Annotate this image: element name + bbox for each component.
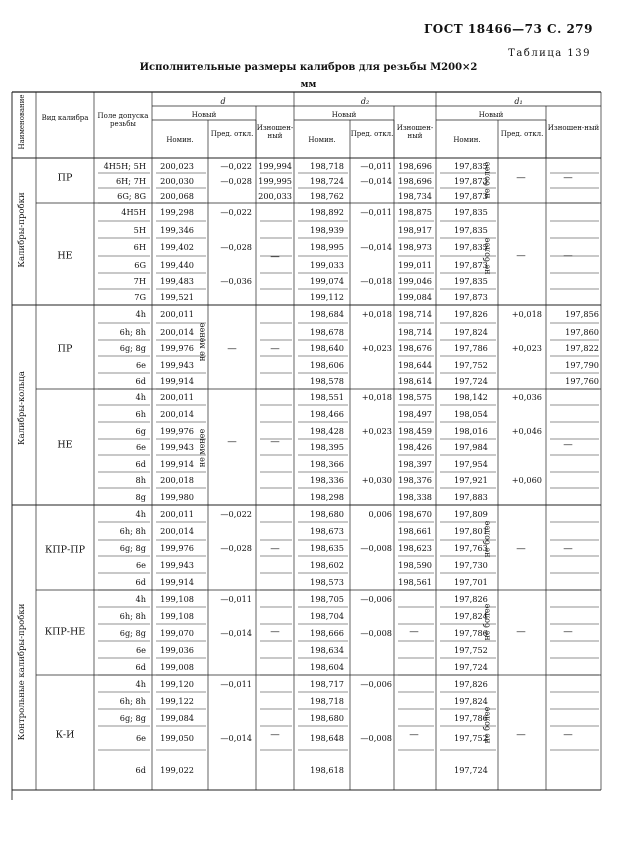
table-cell: —0,008 xyxy=(360,543,392,553)
header-izn-d2: Изношен-ный xyxy=(396,124,434,140)
table-cell: —0,011 xyxy=(220,593,252,604)
table-cell: 198,573 xyxy=(310,576,344,587)
table-cell: 200,018 xyxy=(160,475,194,485)
table-cell: 6d xyxy=(135,458,146,469)
header-nom-d: Номин. xyxy=(166,136,194,144)
table-cell: 197,822 xyxy=(565,343,599,353)
table-cell: +0,046 xyxy=(511,425,542,436)
table-cell: 198,718 xyxy=(310,695,344,706)
table-cell: 199,008 xyxy=(160,661,194,672)
dash: — xyxy=(270,543,280,555)
dash: — xyxy=(516,172,526,184)
table-cell: 198,705 xyxy=(310,593,344,604)
table-cell: 198,298 xyxy=(310,491,344,502)
table-cell: 198,995 xyxy=(310,242,344,252)
table-cell: 197,824 xyxy=(454,610,488,621)
dash: — xyxy=(227,436,237,448)
table-cell: 198,575 xyxy=(398,392,432,402)
table-cell: 198,054 xyxy=(454,408,488,419)
table-cell: 198,606 xyxy=(310,359,344,370)
table-cell: 4h xyxy=(135,678,146,689)
header-d: d xyxy=(220,97,226,106)
table-cell: —0,014 xyxy=(220,733,252,743)
table-cell: 4h xyxy=(135,593,146,604)
table-cell: 197,984 xyxy=(454,442,488,452)
table-cell: 197,826 xyxy=(454,593,488,604)
table-cell: —0,006 xyxy=(360,678,392,689)
table-cell: —0,014 xyxy=(220,627,252,638)
table-cell: 197,826 xyxy=(454,678,488,689)
header-new-d1: Новый xyxy=(478,111,504,119)
table-cell: 198,459 xyxy=(398,425,432,436)
table-cell: 198,634 xyxy=(310,644,344,655)
table-cell: 6h xyxy=(135,408,146,419)
header-pred-d: Пред. откл. xyxy=(210,130,254,138)
header-nom-d2: Номин. xyxy=(308,136,336,144)
table-cell: 198,714 xyxy=(398,326,432,337)
table-cell: 6g; 8g xyxy=(119,627,146,638)
table-cell: 197,701 xyxy=(454,576,488,587)
unit-label: мм xyxy=(300,80,317,90)
table-cell: 199,074 xyxy=(310,276,344,286)
table-cell: —0,008 xyxy=(360,627,392,638)
table-cell: 199,994 xyxy=(258,160,292,171)
header-vid: Вид калибра xyxy=(41,114,89,122)
table-cell: 6G xyxy=(134,259,146,270)
table-cell: 198,676 xyxy=(398,343,432,353)
table-cell: 197,835 xyxy=(454,242,488,252)
table-cell: 8g xyxy=(135,491,146,502)
table-cell: 198,466 xyxy=(310,408,344,419)
table-cell: 6h; 8h xyxy=(119,526,146,536)
header-d1: d₁ xyxy=(514,97,523,106)
table-cell: 197,835 xyxy=(454,224,488,235)
table-cell: 198,635 xyxy=(310,543,344,553)
table-cell: 4h xyxy=(135,309,146,319)
dash: — xyxy=(409,626,419,638)
table-cell: —0,028 xyxy=(220,242,252,252)
table-cell: 6h; 8h xyxy=(119,610,146,621)
table-cell: 197,752 xyxy=(454,733,488,743)
table-cell: 199,108 xyxy=(160,593,194,604)
kind-label: ПР xyxy=(57,172,73,184)
group-label-probki: Калибры-пробки xyxy=(17,192,27,268)
table-cell: 4h xyxy=(135,508,146,519)
table-cell: 197,809 xyxy=(454,508,488,519)
kind-label: К-И xyxy=(55,729,75,741)
table-cell: —0,022 xyxy=(220,160,252,171)
table-cell: 199,036 xyxy=(160,644,194,655)
table-cell: 197,883 xyxy=(454,491,488,502)
table-cell: 6e xyxy=(135,359,146,370)
table-cell: 199,108 xyxy=(160,610,194,621)
table-cell: 198,428 xyxy=(310,425,344,436)
kind-label: КПР-НЕ xyxy=(44,626,86,638)
table-cell: 197,760 xyxy=(565,376,599,386)
table-cell: 197,873 xyxy=(454,175,488,186)
table-cell: 6g; 8g xyxy=(119,543,146,553)
table-cell: 197,724 xyxy=(454,376,488,386)
table-cell: 199,914 xyxy=(160,576,194,587)
table-cell: 6d xyxy=(135,376,146,386)
table-cell: 197,790 xyxy=(565,359,599,370)
table-cell: —0,006 xyxy=(360,593,392,604)
header-new-d2: Новый xyxy=(331,111,357,119)
table-cell: —0,018 xyxy=(360,276,392,286)
table-cell: 6g; 8g xyxy=(119,343,146,353)
kind-label: КПР-ПР xyxy=(45,544,85,556)
table-cell: 199,112 xyxy=(310,292,344,302)
table-cell: —0,022 xyxy=(220,508,252,519)
table-caption: Исполнительные размеры калибров для резьбы М200×2 xyxy=(139,62,478,73)
table-cell: 6d xyxy=(135,661,146,672)
table-cell: 198,338 xyxy=(398,491,432,502)
table-cell: 197,730 xyxy=(454,559,488,570)
table-cell: 6e xyxy=(135,733,146,743)
table-cell: 197,860 xyxy=(565,326,599,337)
table-cell: 4H5H; 5H xyxy=(103,160,146,171)
table-cell: 0,006 xyxy=(368,508,392,519)
table-cell: —0,011 xyxy=(220,678,252,689)
table-cell: 199,011 xyxy=(398,259,432,270)
table-cell: 198,604 xyxy=(310,661,344,672)
header-pred-d2: Пред. откл. xyxy=(350,130,394,138)
dash: — xyxy=(563,439,573,451)
table-cell: 199,022 xyxy=(160,765,194,775)
table-cell: 198,717 xyxy=(310,678,344,689)
dash: — xyxy=(270,436,280,448)
table-cell: 198,696 xyxy=(398,175,432,186)
kind-label: НЕ xyxy=(57,439,73,451)
table-cell: 197,873 xyxy=(454,259,488,270)
table-cell: 4H5H xyxy=(121,207,146,217)
table-cell: +0,036 xyxy=(511,392,542,402)
table-cell: 6e xyxy=(135,559,146,570)
table-cell: 6H xyxy=(133,242,146,252)
ne-bolee-mark: не более xyxy=(482,161,492,199)
header-pole: Поле допуска резьбы xyxy=(97,112,149,128)
table-cell: 7H xyxy=(133,276,146,286)
table-cell: 197,835 xyxy=(454,160,488,171)
table-cell: 199,943 xyxy=(160,442,194,452)
table-cell: 198,973 xyxy=(398,242,432,252)
table-cell: 198,644 xyxy=(398,359,432,370)
table-cell: 6g xyxy=(135,425,146,436)
table-cell: 200,011 xyxy=(160,392,194,402)
dash: — xyxy=(563,626,573,638)
table-cell: 199,976 xyxy=(160,543,194,553)
table-cell: 198,426 xyxy=(398,442,432,452)
dash: — xyxy=(563,729,573,741)
dash: — xyxy=(270,343,280,355)
table-cell: 197,752 xyxy=(454,644,488,655)
table-cell: 6d xyxy=(135,576,146,587)
table-cell: 197,835 xyxy=(454,276,488,286)
table-cell: 6h; 8h xyxy=(119,695,146,706)
dash: — xyxy=(563,172,573,184)
dash: — xyxy=(270,251,280,263)
table-cell: 198,696 xyxy=(398,160,432,171)
dash: — xyxy=(563,250,573,262)
dash: — xyxy=(516,250,526,262)
table-cell: 198,680 xyxy=(310,508,344,519)
table-cell: 198,939 xyxy=(310,224,344,235)
table-cell: 199,943 xyxy=(160,559,194,570)
dash: — xyxy=(516,729,526,741)
table-cell: +0,023 xyxy=(361,425,392,436)
table-cell: 197,763 xyxy=(454,543,488,553)
table-cell: 198,602 xyxy=(310,559,344,570)
table-cell: 197,873 xyxy=(454,190,488,201)
table-cell: 198,016 xyxy=(454,425,488,436)
table-cell: 6g; 8g xyxy=(119,712,146,723)
table-cell: —0,014 xyxy=(360,175,392,186)
table-cell: —0,022 xyxy=(220,207,252,217)
table-cell: 198,678 xyxy=(310,326,344,337)
table-cell: 198,618 xyxy=(310,765,344,775)
table-cell: —0,011 xyxy=(360,207,392,217)
dash: — xyxy=(409,729,419,741)
table-cell: —0,028 xyxy=(220,175,252,186)
dash: — xyxy=(227,343,237,355)
table-cell: 197,954 xyxy=(454,458,488,469)
dash: — xyxy=(563,543,573,555)
header-new-d: Новый xyxy=(191,111,217,119)
table-cell: —0,008 xyxy=(360,733,392,743)
ne-bolee-mark: не более xyxy=(482,520,492,558)
table-cell: 198,673 xyxy=(310,526,344,536)
table-cell: 199,298 xyxy=(160,207,194,217)
kind-label: НЕ xyxy=(57,250,73,262)
table-cell: 197,824 xyxy=(454,695,488,706)
table-cell: 200,023 xyxy=(160,160,194,171)
table-cell: 199,976 xyxy=(160,343,194,353)
header-naim: Наименование xyxy=(18,94,26,150)
table-cell: 200,068 xyxy=(160,190,194,201)
header-izn-d: Изношен-ный xyxy=(256,124,294,140)
table-cell: 198,578 xyxy=(310,376,344,386)
table-cell: 197,921 xyxy=(454,475,488,485)
table-cell: 198,142 xyxy=(454,392,488,402)
header-d2: d₂ xyxy=(360,97,370,106)
ne-bolee-mark: не более xyxy=(482,706,492,744)
table-cell: 197,856 xyxy=(565,309,599,319)
table-cell: 200,014 xyxy=(160,526,194,536)
table-cell: 8h xyxy=(135,475,146,485)
table-cell: 197,786 xyxy=(454,712,488,723)
table-cell: 199,483 xyxy=(160,276,194,286)
ne-menee-mark: не менее xyxy=(197,428,207,468)
table-cell: 199,050 xyxy=(160,733,194,743)
table-cell: —0,028 xyxy=(220,543,252,553)
table-cell: 199,914 xyxy=(160,458,194,469)
table-cell: 198,336 xyxy=(310,475,344,485)
table-cell: 198,714 xyxy=(398,309,432,319)
table-cell: 198,875 xyxy=(398,207,432,217)
table-cell: 198,666 xyxy=(310,627,344,638)
table-cell: +0,023 xyxy=(361,343,392,353)
ne-bolee-mark: не более xyxy=(482,237,492,275)
table-cell: +0,023 xyxy=(511,343,542,353)
table-cell: 198,892 xyxy=(310,207,344,217)
table-cell: 199,440 xyxy=(160,259,194,270)
table-cell: 197,801 xyxy=(454,526,488,536)
table-cell: 198,551 xyxy=(310,392,344,402)
dash: — xyxy=(270,729,280,741)
table-cell: 198,718 xyxy=(310,160,344,171)
header-izn-d1: Изношен-ный xyxy=(547,124,600,132)
table-cell: 198,917 xyxy=(398,224,432,235)
table-cell: 197,724 xyxy=(454,661,488,672)
table-cell: 197,824 xyxy=(454,326,488,337)
table-cell: 199,122 xyxy=(160,695,194,706)
header-nom-d1: Номин. xyxy=(453,136,481,144)
table-cell: 198,680 xyxy=(310,712,344,723)
table-cell: 198,640 xyxy=(310,343,344,353)
table-cell: 199,943 xyxy=(160,359,194,370)
table-cell: +0,018 xyxy=(361,309,392,319)
table-cell: 199,402 xyxy=(160,242,194,252)
header-pred-d1: Пред. откл. xyxy=(500,130,544,138)
table-cell: 198,366 xyxy=(310,458,344,469)
table-cell: 197,873 xyxy=(454,292,488,302)
table-cell: +0,018 xyxy=(361,392,392,402)
group-label-kontrol: Контрольные калибры-пробки xyxy=(17,603,27,741)
table-cell: 197,786 xyxy=(454,627,488,638)
table-cell: 197,835 xyxy=(454,207,488,217)
table-cell: 199,976 xyxy=(160,425,194,436)
table-cell: 4h xyxy=(135,392,146,402)
table-cell: 198,724 xyxy=(310,175,344,186)
table-cell: 198,397 xyxy=(398,458,432,469)
table-cell: 198,648 xyxy=(310,733,344,743)
table-cell: 197,724 xyxy=(454,765,488,775)
table-cell: 6d xyxy=(135,765,146,775)
table-cell: 198,704 xyxy=(310,610,344,621)
dash: — xyxy=(516,626,526,638)
table-cell: 199,070 xyxy=(160,627,194,638)
table-cell: 200,011 xyxy=(160,309,194,319)
table-cell: 200,030 xyxy=(160,175,194,186)
table-cell: +0,030 xyxy=(361,475,392,485)
table-cell: 197,786 xyxy=(454,343,488,353)
table-cell: 199,346 xyxy=(160,224,194,235)
table-number: Таблица 139 xyxy=(508,48,591,59)
table-cell: 6H; 7H xyxy=(115,175,146,186)
table-cell: 200,014 xyxy=(160,408,194,419)
table-cell: 198,684 xyxy=(310,309,344,319)
dash: — xyxy=(270,626,280,638)
table-cell: 5H xyxy=(133,224,146,235)
ne-menee-mark: не менее xyxy=(197,322,207,362)
table-cell: 199,914 xyxy=(160,376,194,386)
table-cell: 6h; 8h xyxy=(119,326,146,337)
table-cell: 198,661 xyxy=(398,526,432,536)
table-cell: 197,826 xyxy=(454,309,488,319)
table-cell: —0,014 xyxy=(360,242,392,252)
table-cell: 197,752 xyxy=(454,359,488,370)
table-cell: 199,980 xyxy=(160,491,194,502)
table-cell: 200,014 xyxy=(160,326,194,337)
table-cell: 199,084 xyxy=(160,712,194,723)
table-cell: 199,995 xyxy=(258,175,292,186)
table-cell: —0,036 xyxy=(220,276,252,286)
group-label-koltsa: Калибры-кольца xyxy=(17,371,27,445)
kind-label: ПР xyxy=(57,343,73,355)
table-cell: 198,376 xyxy=(398,475,432,485)
ne-bolee-mark: не более xyxy=(482,603,492,641)
table-cell: 199,120 xyxy=(160,678,194,689)
table-cell: 200,033 xyxy=(258,190,292,201)
table-cell: 198,497 xyxy=(398,408,432,419)
table-cell: 198,734 xyxy=(398,190,432,201)
table-cell: +0,018 xyxy=(511,309,542,319)
table-cell: 198,670 xyxy=(398,508,432,519)
table-cell: 199,521 xyxy=(160,292,194,302)
table-cell: 198,395 xyxy=(310,442,344,452)
table-cell: 200,011 xyxy=(160,508,194,519)
dash: — xyxy=(516,543,526,555)
table-cell: 6e xyxy=(135,644,146,655)
table-cell: 199,084 xyxy=(398,292,432,302)
table-cell: 7G xyxy=(134,292,146,302)
table-cell: 199,033 xyxy=(310,259,344,270)
table-cell: 198,762 xyxy=(310,190,344,201)
table-cell: 6G; 8G xyxy=(117,190,146,201)
table-cell: 198,561 xyxy=(398,576,432,587)
table-cell: 199,046 xyxy=(398,276,432,286)
table-cell: 198,614 xyxy=(398,376,432,386)
page-header: ГОСТ 18466—73 С. 279 xyxy=(424,22,593,36)
table-cell: 198,590 xyxy=(398,559,432,570)
table-cell: 6e xyxy=(135,442,146,452)
table-cell: 198,623 xyxy=(398,543,432,553)
table-cell: —0,011 xyxy=(360,160,392,171)
table-cell: +0,060 xyxy=(511,475,542,485)
